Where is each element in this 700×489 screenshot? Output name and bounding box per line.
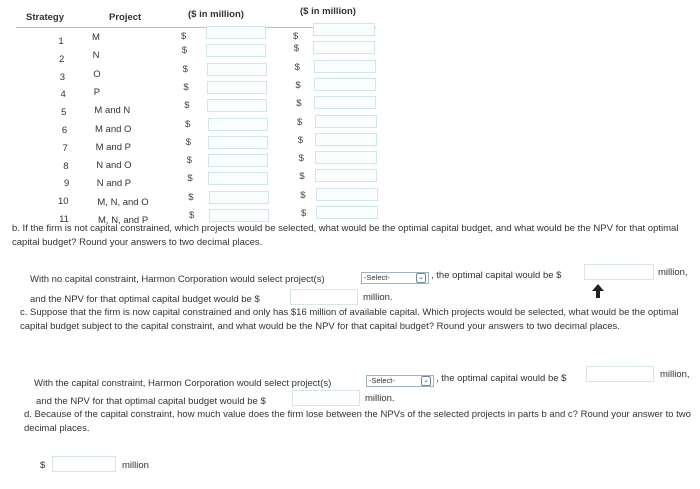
- part-b-capital-input[interactable]: [584, 264, 654, 280]
- dollar-sign: $: [181, 31, 187, 42]
- header-project: Project: [109, 12, 142, 23]
- dollar-sign: $: [182, 63, 188, 75]
- strategy-number: 8: [63, 160, 69, 172]
- value-input-col1[interactable]: [207, 63, 267, 76]
- value-input-col1[interactable]: [206, 26, 266, 39]
- part-c-million-end: million.: [365, 393, 395, 404]
- dollar-sign: $: [294, 61, 300, 73]
- dollar-sign: $: [185, 136, 192, 148]
- project-name: O: [93, 68, 101, 80]
- value-input-col1[interactable]: [208, 118, 268, 131]
- dollar-sign: $: [293, 31, 299, 42]
- dollar-sign: $: [300, 189, 306, 201]
- part-c-line2-prefix: and the NPV for that optimal capital budget would be $: [36, 396, 266, 407]
- value-input-col1[interactable]: [208, 172, 268, 185]
- project-name: N: [92, 50, 100, 62]
- strategy-number: 5: [61, 107, 67, 119]
- chevron-down-icon: ⌄: [416, 273, 426, 283]
- project-name: P: [93, 86, 101, 98]
- value-input-col1[interactable]: [209, 191, 269, 204]
- dollar-sign: $: [186, 155, 192, 167]
- part-b-million-label: million,: [658, 267, 688, 278]
- project-name: M and P: [95, 141, 131, 153]
- dollar-sign: $: [181, 45, 188, 57]
- part-c-million-label: million,: [660, 369, 690, 380]
- value-input-col1[interactable]: [207, 81, 267, 94]
- dollar-sign: $: [183, 81, 189, 93]
- header-col2: ($ in million): [300, 6, 356, 17]
- value-input-col1[interactable]: [208, 154, 268, 167]
- part-c-capital-input[interactable]: [586, 366, 654, 382]
- project-name: M and O: [95, 123, 132, 135]
- dollar-sign: $: [187, 173, 193, 185]
- part-c-npv-input[interactable]: [292, 390, 360, 406]
- dollar-sign: $: [293, 43, 300, 55]
- strategy-number: 2: [59, 53, 65, 65]
- strategy-number: 4: [60, 89, 66, 101]
- value-input-col2[interactable]: [316, 206, 378, 219]
- value-input-col2[interactable]: [313, 41, 375, 54]
- dollar-sign: $: [189, 210, 195, 221]
- value-input-col2[interactable]: [315, 151, 377, 164]
- project-name: N and O: [96, 160, 132, 172]
- part-b-line1-suffix: , the optimal capital would be $: [431, 270, 562, 281]
- part-b-npv-input[interactable]: [290, 289, 358, 305]
- dollar-sign: $: [184, 100, 190, 112]
- strategy-number: 11: [59, 214, 69, 225]
- dollar-sign: $: [301, 208, 307, 219]
- part-b-project-select[interactable]: [361, 272, 429, 284]
- strategy-number: 6: [61, 125, 68, 136]
- strategy-number: 9: [63, 178, 70, 190]
- part-b-line2-prefix: and the NPV for that optimal capital budget would be $: [30, 294, 260, 305]
- part-d-value-lost-input[interactable]: [52, 456, 116, 472]
- value-input-col2[interactable]: [316, 188, 378, 201]
- header-col1: ($ in million): [188, 9, 244, 20]
- value-input-col2[interactable]: [315, 169, 377, 182]
- dollar-sign: $: [295, 79, 301, 91]
- part-b-line1-prefix: With no capital constraint, Harmon Corporation would select project(s): [30, 274, 325, 285]
- project-name: M, N, and P: [98, 215, 149, 226]
- value-input-col1[interactable]: [207, 99, 267, 112]
- part-b-question: b. If the firm is not capital constrained, which projects would be selected, what would be the optimal capital budget, and what would be the NPV for that optimal capital budget? Round your answers to two decimal places.: [12, 223, 679, 248]
- part-c-line1-suffix: , the optimal capital would be $: [436, 373, 567, 384]
- value-input-col2[interactable]: [314, 96, 376, 109]
- value-input-col2[interactable]: [313, 23, 375, 36]
- project-name: M and N: [94, 105, 131, 117]
- value-input-col2[interactable]: [314, 60, 376, 73]
- strategy-number: 1: [58, 36, 64, 47]
- dollar-sign: $: [298, 153, 304, 165]
- strategy-number: 3: [59, 71, 66, 83]
- part-c-line1-prefix: With the capital constraint, Harmon Corporation would select project(s): [34, 378, 332, 389]
- cursor-arrow-icon: [592, 284, 604, 298]
- dollar-sign: $: [296, 98, 302, 110]
- header-strategy: Strategy: [26, 12, 65, 23]
- dollar-sign: $: [297, 116, 303, 128]
- part-c-project-select[interactable]: [366, 375, 434, 387]
- project-name: M, N, and O: [97, 196, 149, 208]
- part-d-question: d. Because of the capital constraint, how much value does the firm lose between the NPVs of the selected projects in parts b and c? Round your answer to two decimal places.: [24, 409, 691, 434]
- value-input-col1[interactable]: [206, 44, 266, 57]
- strategy-number: 10: [58, 196, 69, 208]
- value-input-col2[interactable]: [315, 115, 377, 128]
- value-input-col2[interactable]: [315, 133, 377, 146]
- dollar-sign: $: [188, 191, 194, 203]
- value-input-col2[interactable]: [314, 78, 376, 91]
- dollar-sign: $: [299, 171, 305, 183]
- project-name: M: [92, 32, 100, 43]
- dollar-sign: $: [297, 134, 304, 146]
- part-c-question: c. Suppose that the firm is now capital constrained and only has $16 million of available capital. Which projects would be selected, what would be the optimal capital budget subject to the capital constraint, and what would be the NPV for that capital budget? Round your answers to two decimal places.: [20, 307, 679, 332]
- part-d-dollar: $: [40, 460, 46, 471]
- part-b-million-end: million.: [363, 292, 393, 303]
- part-b-select-value: -Select-: [364, 273, 390, 282]
- part-c-select-value: -Select-: [369, 376, 395, 385]
- strategy-number: 7: [62, 142, 68, 154]
- part-d-unit: million: [122, 460, 149, 471]
- value-input-col1[interactable]: [208, 136, 268, 149]
- dollar-sign: $: [185, 118, 191, 130]
- value-input-col1[interactable]: [209, 209, 269, 222]
- chevron-down-icon: ⌄: [421, 376, 431, 386]
- project-name: N and P: [96, 178, 132, 190]
